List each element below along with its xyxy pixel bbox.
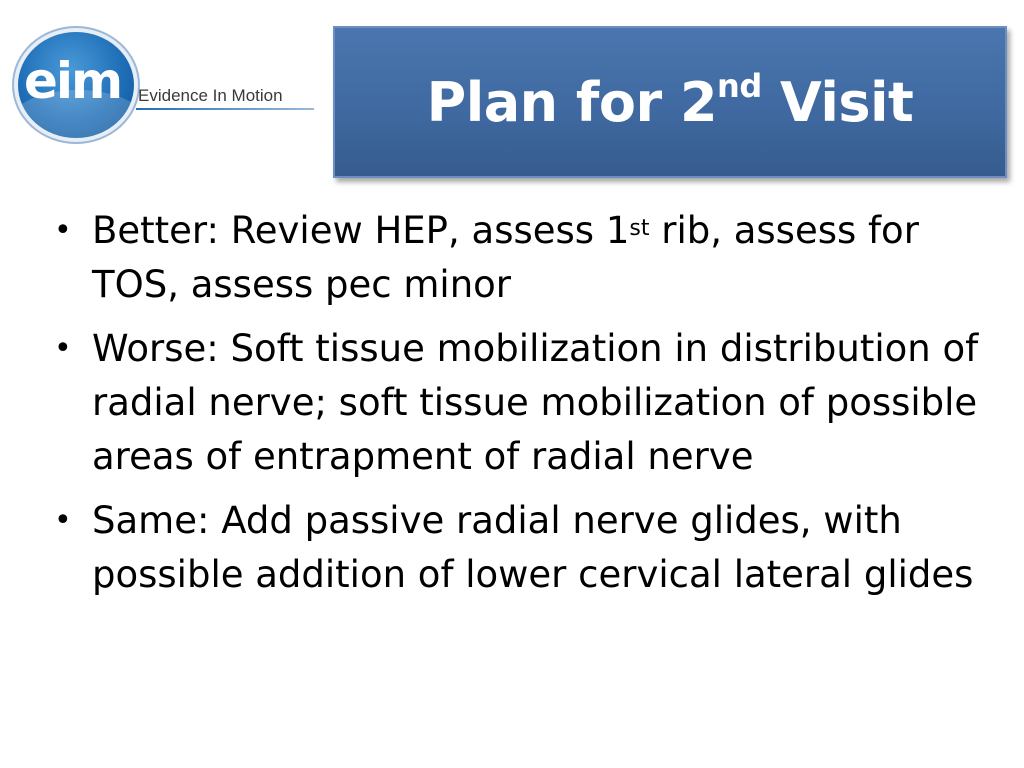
bullet-icon: • <box>54 331 72 366</box>
eim-logo <box>18 30 318 140</box>
bullet-item-better <box>52 204 982 312</box>
title-box <box>333 26 1007 178</box>
bullet-text-before-sup: Better: Review HEP, assess 1 <box>92 209 630 252</box>
title-suffix: Visit <box>761 70 914 134</box>
title-superscript: nd <box>717 66 762 105</box>
logo-underline <box>136 108 314 110</box>
logo-mark: eim <box>24 52 122 110</box>
bullet-superscript: st <box>629 216 650 241</box>
bullet-item-same <box>52 494 982 602</box>
bullet-text: Same: Add passive radial nerve glides, with possible addition of lower cervical lateral glides <box>92 499 974 596</box>
bullet-icon: • <box>54 213 72 248</box>
bullet-icon: • <box>54 503 72 538</box>
bullet-list <box>52 204 982 612</box>
bullet-text: Worse: Soft tissue mobilization in distribution of radial nerve; soft tissue mobilization of possible areas of entrapment of radial nerve <box>92 327 979 478</box>
logo-tagline: Evidence In Motion <box>138 86 283 105</box>
bullet-text-after-sup: rib, assess for TOS, assess pec minor <box>92 209 919 306</box>
slide-title <box>426 66 914 134</box>
title-prefix: Plan for 2 <box>426 70 718 134</box>
bullet-item-worse <box>52 322 982 484</box>
